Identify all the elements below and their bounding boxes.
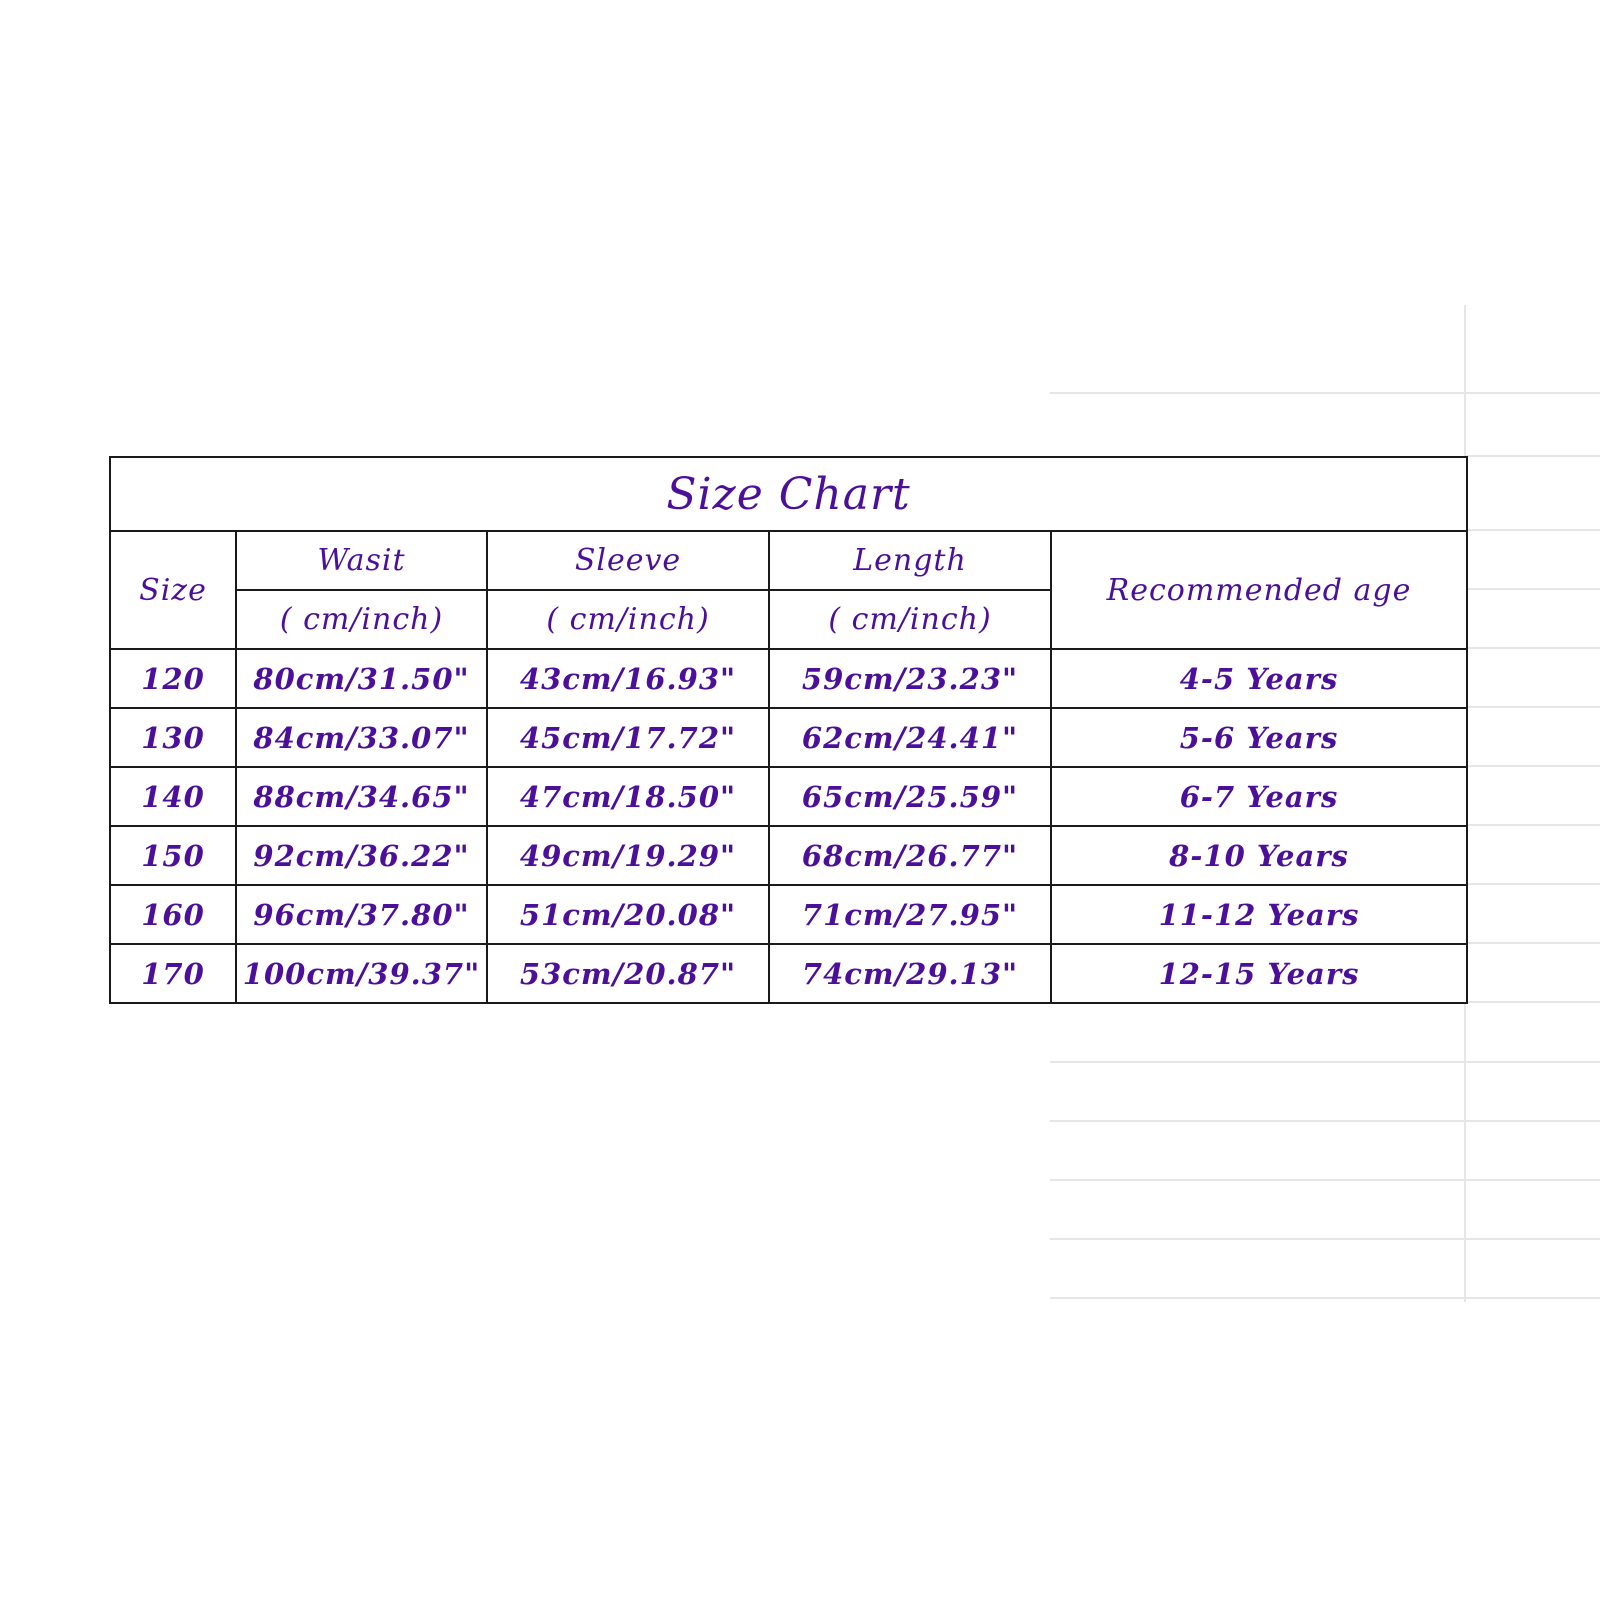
cell-waist: 88cm/34.65" bbox=[236, 767, 487, 826]
table-title: Size Chart bbox=[110, 457, 1467, 531]
table-row bbox=[110, 649, 1467, 708]
header-sleeve-unit: ( cm/inch) bbox=[487, 590, 769, 649]
cell-length: 68cm/26.77" bbox=[769, 826, 1051, 885]
table-row bbox=[110, 708, 1467, 767]
cell-waist: 96cm/37.80" bbox=[236, 885, 487, 944]
header-waist: Wasit bbox=[236, 531, 487, 590]
cell-age: 11-12 Years bbox=[1051, 885, 1467, 944]
cell-sleeve: 53cm/20.87" bbox=[487, 944, 769, 1003]
cell-sleeve: 47cm/18.50" bbox=[487, 767, 769, 826]
cell-sleeve: 49cm/19.29" bbox=[487, 826, 769, 885]
cell-size: 160 bbox=[110, 885, 236, 944]
header-sleeve: Sleeve bbox=[487, 531, 769, 590]
table-row bbox=[110, 767, 1467, 826]
header-recommended-age: Recommended age bbox=[1051, 531, 1467, 649]
cell-length: 59cm/23.23" bbox=[769, 649, 1051, 708]
cell-length: 71cm/27.95" bbox=[769, 885, 1051, 944]
cell-waist: 80cm/31.50" bbox=[236, 649, 487, 708]
cell-waist: 84cm/33.07" bbox=[236, 708, 487, 767]
header-length-unit: ( cm/inch) bbox=[769, 590, 1051, 649]
header-size: Size bbox=[110, 531, 236, 649]
table-row bbox=[110, 944, 1467, 1003]
cell-sleeve: 51cm/20.08" bbox=[487, 885, 769, 944]
table-row bbox=[110, 826, 1467, 885]
header-row-top bbox=[110, 531, 1467, 590]
cell-age: 4-5 Years bbox=[1051, 649, 1467, 708]
cell-size: 150 bbox=[110, 826, 236, 885]
cell-sleeve: 43cm/16.93" bbox=[487, 649, 769, 708]
cell-size: 170 bbox=[110, 944, 236, 1003]
cell-size: 140 bbox=[110, 767, 236, 826]
size-chart-table bbox=[109, 456, 1468, 1004]
cell-waist: 92cm/36.22" bbox=[236, 826, 487, 885]
cell-age: 12-15 Years bbox=[1051, 944, 1467, 1003]
title-row bbox=[110, 457, 1467, 531]
header-waist-unit: ( cm/inch) bbox=[236, 590, 487, 649]
cell-age: 6-7 Years bbox=[1051, 767, 1467, 826]
cell-length: 65cm/25.59" bbox=[769, 767, 1051, 826]
cell-length: 62cm/24.41" bbox=[769, 708, 1051, 767]
cell-sleeve: 45cm/17.72" bbox=[487, 708, 769, 767]
table-row bbox=[110, 885, 1467, 944]
cell-waist: 100cm/39.37" bbox=[236, 944, 487, 1003]
cell-age: 8-10 Years bbox=[1051, 826, 1467, 885]
cell-age: 5-6 Years bbox=[1051, 708, 1467, 767]
cell-size: 120 bbox=[110, 649, 236, 708]
header-length: Length bbox=[769, 531, 1051, 590]
cell-size: 130 bbox=[110, 708, 236, 767]
cell-length: 74cm/29.13" bbox=[769, 944, 1051, 1003]
